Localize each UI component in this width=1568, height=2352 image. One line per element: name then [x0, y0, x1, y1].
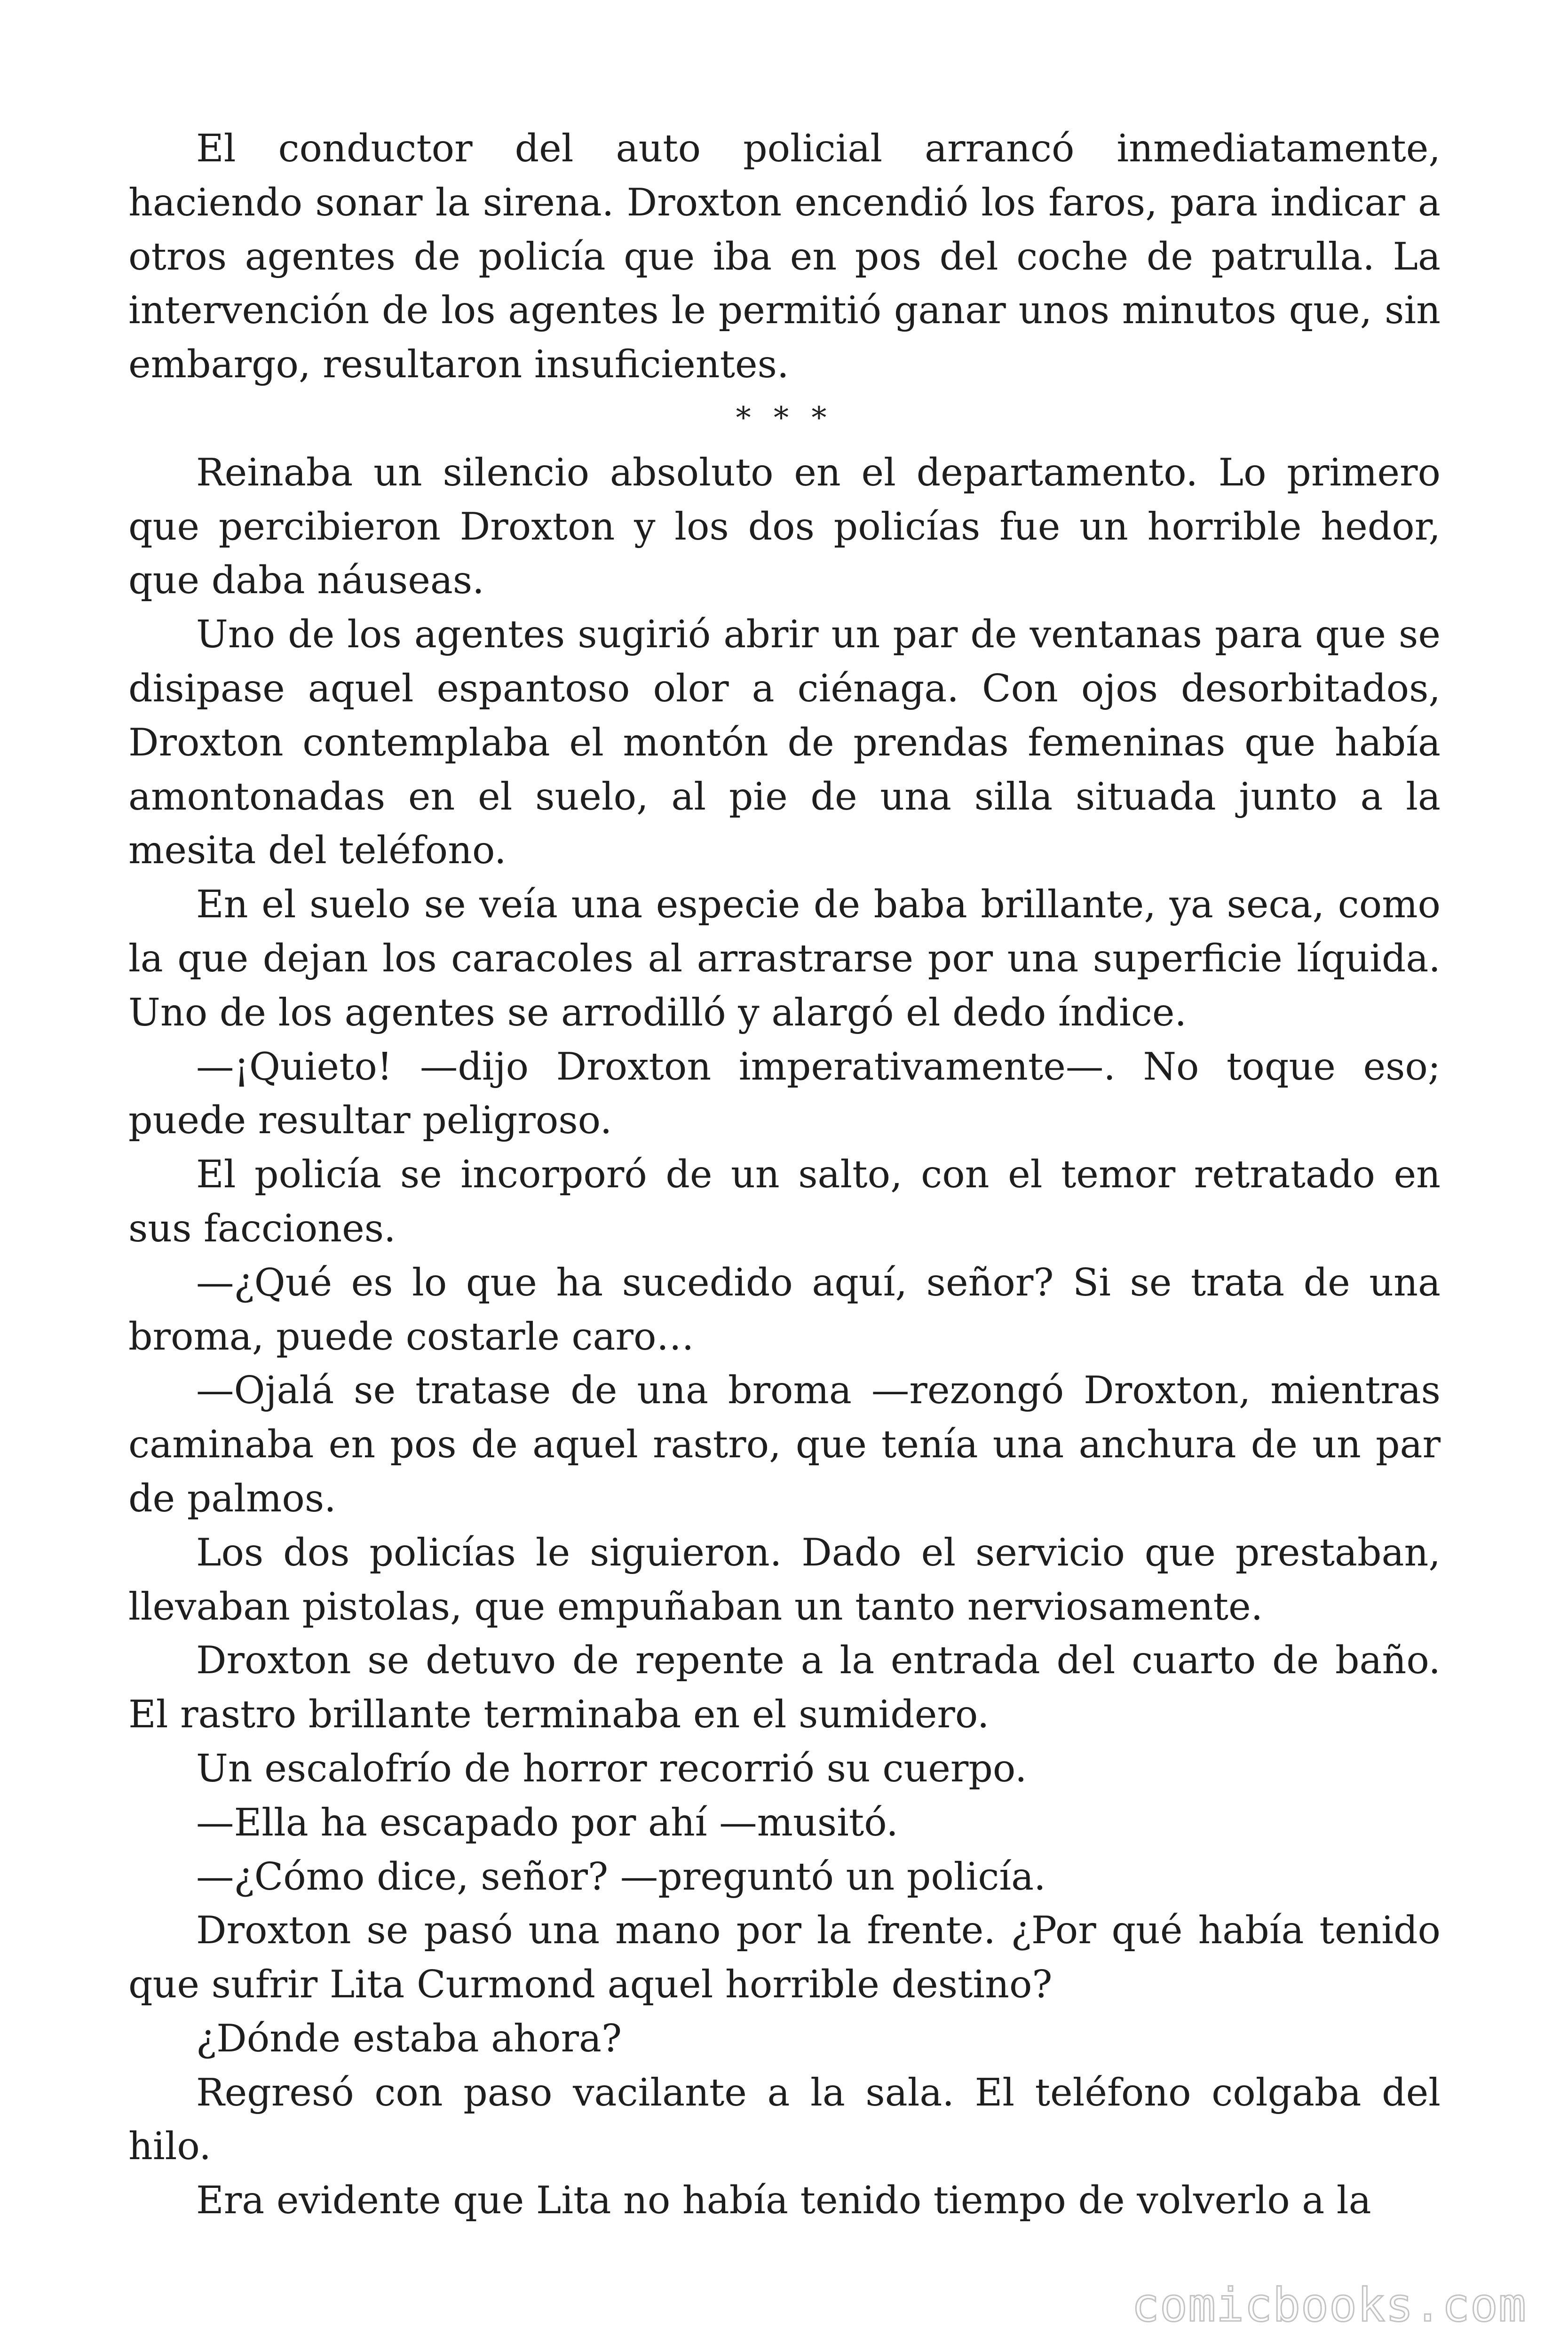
- paragraph: Regresó con paso vacilante a la sala. El teléfono colgaba del hilo.: [128, 2070, 1441, 2169]
- paragraph: —¿Cómo dice, señor? —preguntó un policía.: [196, 1854, 1046, 1899]
- paragraph: —¡Quieto! —dijo Droxton imperativamente—. No toque eso; puede resultar peligroso.: [128, 1044, 1441, 1143]
- watermark: comicbooks.com: [1131, 2279, 1527, 2332]
- page-body-text: [128, 121, 1441, 2227]
- paragraph: Los dos policías le siguieron. Dado el servicio que prestaban, llevaban pistolas, que empuñaban un tanto nerviosamente.: [128, 1530, 1441, 1629]
- section-separator: * * *: [736, 400, 833, 436]
- paragraph: El conductor del auto policial arrancó inmediatamente, haciendo sonar la sirena. Droxton encendió los faros, para indicar a otros agentes de policía que iba en pos del coche de patrulla. La intervención de los agentes le permitió ganar unos minutos que, sin embargo, resultaron insuficientes.: [128, 126, 1441, 387]
- paragraph: El policía se incorporó de un salto, con el temor retratado en sus facciones.: [128, 1152, 1441, 1250]
- paragraph: Reinaba un silencio absoluto en el departamento. Lo primero que percibieron Droxton y los dos policías fue un horrible hedor, que daba náuseas.: [128, 450, 1441, 603]
- paragraph: —Ojalá se tratase de una broma —rezongó Droxton, mientras caminaba en pos de aquel rastro, que tenía una anchura de un par de palmos.: [128, 1368, 1441, 1520]
- paragraph: Era evidente que Lita no había tenido tiempo de volverlo a la: [196, 2178, 1371, 2223]
- paragraph: Droxton se detuvo de repente a la entrada del cuarto de baño. El rastro brillante terminaba en el sumidero.: [128, 1638, 1441, 1737]
- paragraph: Uno de los agentes sugirió abrir un par de ventanas para que se disipase aquel espantoso olor a ciénaga. Con ojos desorbitados, Droxton contemplaba el montón de prendas femeninas que había amontonadas en el suelo, al pie de una silla situada junto a la mesita del teléfono.: [128, 612, 1441, 873]
- paragraph: ¿Dónde estaba ahora?: [196, 2016, 622, 2060]
- paragraph: —Ella ha escapado por ahí —musitó.: [196, 1800, 898, 1844]
- paragraph: En el suelo se veía una especie de baba brillante, ya seca, como la que dejan los caracoles al arrastrarse por una superficie líquida. Uno de los agentes se arrodilló y alargó el dedo índice.: [128, 882, 1441, 1034]
- paragraph: —¿Qué es lo que ha sucedido aquí, señor? Si se trata de una broma, puede costarle caro…: [128, 1260, 1441, 1359]
- paragraph: Droxton se pasó una mano por la frente. ¿Por qué había tenido que sufrir Lita Curmond aquel horrible destino?: [128, 1908, 1441, 2007]
- paragraph: Un escalofrío de horror recorrió su cuerpo.: [196, 1746, 1027, 1790]
